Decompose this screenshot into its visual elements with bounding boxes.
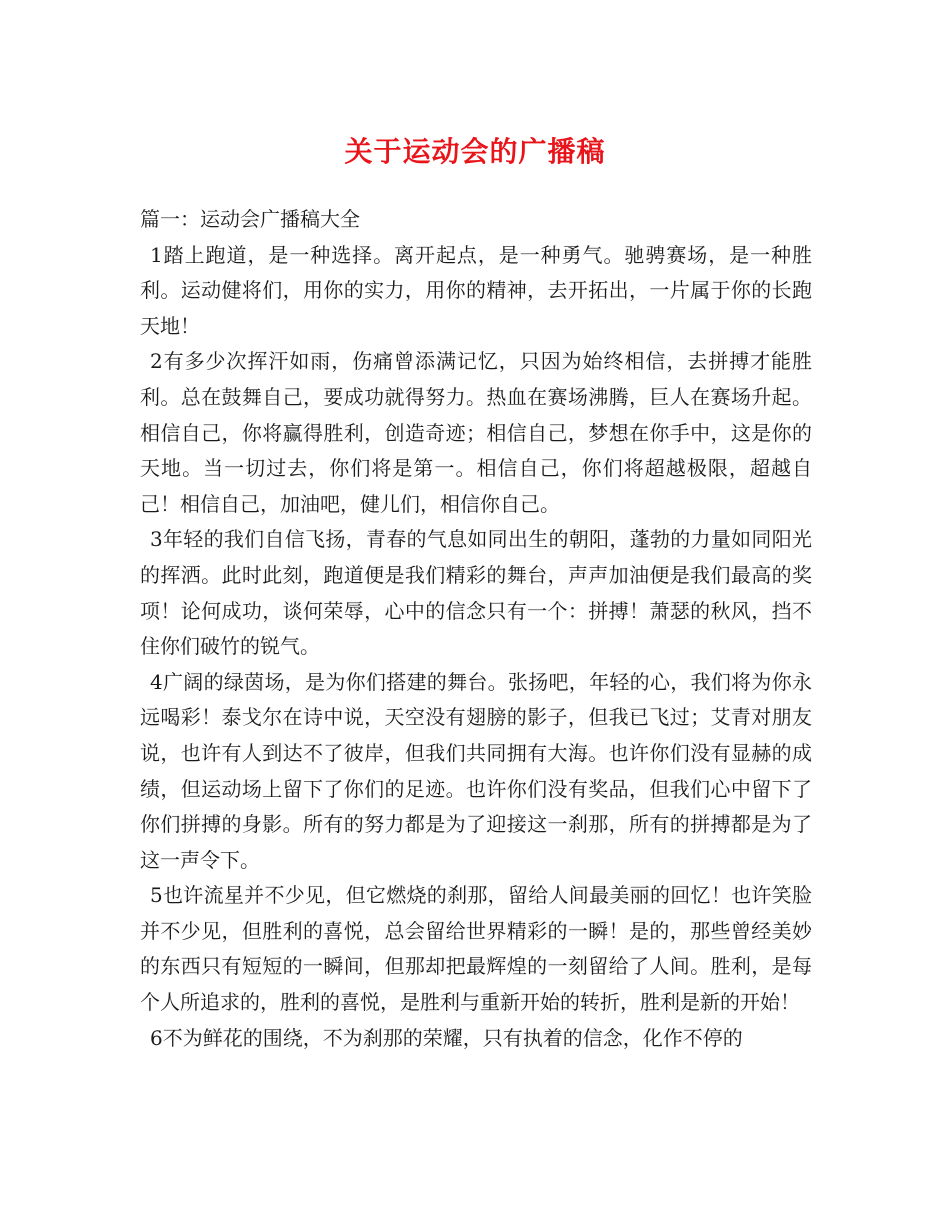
- paragraph-5: 5也许流星并不少见，但它燃烧的刹那，留给人间最美丽的回忆！也许笑脸并不少见，但胜利的喜悦，总会留给世界精彩的一瞬！是的，那些曾经美妙的东西只有短短的一瞬间，但那却把最辉煌的一刻留给了人间。胜利，是每个人所追求的，胜利的喜悦，是胜利与重新开始的转折，胜利是新的开始！: [140, 883, 812, 1015]
- document-title: 关于运动会的广播稿: [344, 135, 606, 168]
- paragraph-4: 4广阔的绿茵场，是为你们搭建的舞台。张扬吧，年轻的心，我们将为你永远喝彩！泰戈尔在诗中说，天空没有翅膀的影子，但我已飞过；艾青对朋友说，也许有人到达不了彼岸，但我们共同拥有大海。也许你们没有显赫的成绩，但运动场上留下了你们的足迹。也许你们没有奖品，但我们心中留下了你们拼搏的身影。所有的努力都是为了迎接这一刹那，所有的拼搏都是为了这一声令下。: [140, 669, 812, 872]
- section-heading: 篇一：运动会广播稿大全: [140, 207, 360, 231]
- document-body: [140, 202, 812, 1056]
- paragraph-2: 2有多少次挥汗如雨，伤痛曾添满记忆，只因为始终相信，去拼搏才能胜利。总在鼓舞自己，要成功就得努力。热血在赛场沸腾，巨人在赛场升起。相信自己，你将赢得胜利，创造奇迹；相信自己，梦想在你手中，这是你的天地。当一切过去，你们将是第一。相信自己，你们将超越极限，超越自己！相信自己，加油吧，健儿们，相信你自己。: [140, 349, 812, 516]
- paragraph-3: 3年轻的我们自信飞扬，青春的气息如同出生的朝阳，蓬勃的力量如同阳光的挥洒。此时此刻，跑道便是我们精彩的舞台，声声加油便是我们最高的奖项！论何成功，谈何荣辱，心中的信念只有一个：拼搏！萧瑟的秋风，挡不住你们破竹的锐气。: [140, 527, 812, 659]
- paragraph-1: 1踏上跑道，是一种选择。离开起点，是一种勇气。驰骋赛场，是一种胜利。运动健将们，用你的实力，用你的精神，去开拓出，一片属于你的长跑天地！: [140, 242, 812, 338]
- paragraph-6: 6不为鲜花的围绕，不为刹那的荣耀，只有执着的信念，化作不停的: [150, 1025, 743, 1050]
